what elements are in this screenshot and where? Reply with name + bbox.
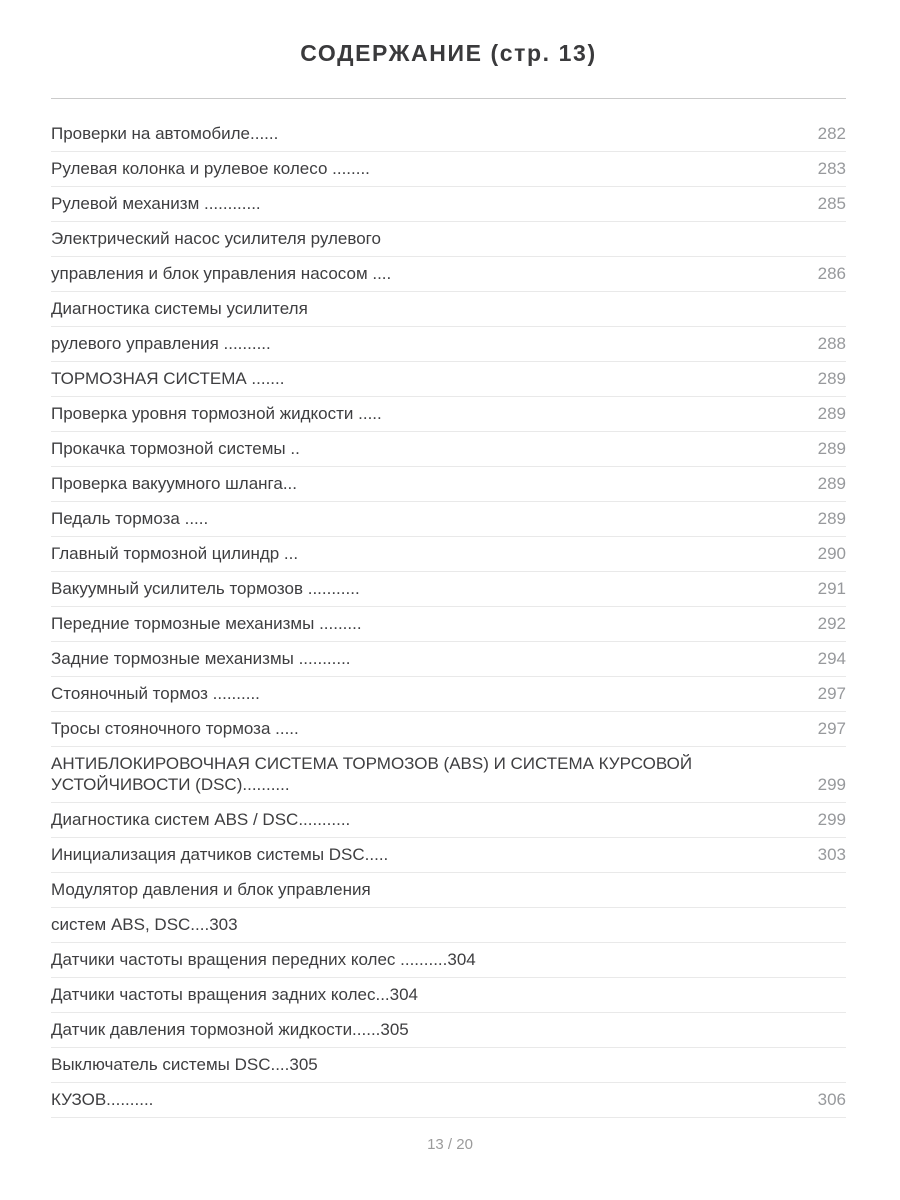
toc-row (51, 362, 846, 397)
toc-entry-page: 289 (817, 474, 846, 493)
toc-row (51, 908, 846, 943)
toc-row (51, 152, 846, 187)
toc-row (51, 1048, 846, 1083)
toc-entry-page: 294 (817, 649, 846, 668)
toc-row (51, 642, 846, 677)
toc-entry-label: Проверка вакуумного шланга... (51, 474, 297, 493)
toc-row (51, 327, 846, 362)
toc-row (51, 943, 846, 978)
toc-entry-page: 289 (817, 369, 846, 388)
toc-entry-label: Вакуумный усилитель тормозов ........... (51, 579, 360, 598)
toc-entry-label: Педаль тормоза ..... (51, 509, 209, 528)
toc-row (51, 747, 846, 803)
toc-entry-label: Модулятор давления и блок управления (51, 880, 371, 899)
toc-entry-page: 282 (817, 124, 846, 143)
toc-row (51, 803, 846, 838)
toc-row (51, 1083, 846, 1118)
toc-entry-label: управления и блок управления насосом .... (51, 264, 392, 283)
toc-row (51, 257, 846, 292)
toc-row (51, 292, 846, 327)
toc-row (51, 537, 846, 572)
toc-entry-label: Выключатель системы DSC....305 (51, 1055, 318, 1074)
toc-row (51, 677, 846, 712)
toc-entry-page: 285 (817, 194, 846, 213)
toc-entry-label: Прокачка тормозной системы .. (51, 439, 300, 458)
toc-entry-label: Рулевой механизм ............ (51, 194, 261, 213)
toc-entry-label: Стояночный тормоз .......... (51, 684, 260, 703)
toc-row (51, 572, 846, 607)
toc-row (51, 432, 846, 467)
toc-entry-page: 289 (817, 439, 846, 458)
toc-row (51, 978, 846, 1013)
toc-row (51, 467, 846, 502)
toc-entry-label: Датчики частоты вращения задних колес...304 (51, 985, 419, 1004)
toc-row (51, 222, 846, 257)
toc-entry-page: 297 (817, 684, 846, 703)
toc-entry-label: ТОРМОЗНАЯ СИСТЕМА ....... (51, 369, 285, 388)
toc-row (51, 1013, 846, 1048)
toc-entry-page: 303 (817, 845, 846, 864)
toc-entry-label: Датчик давления тормозной жидкости......305 (51, 1020, 409, 1039)
toc-row (51, 187, 846, 222)
toc-row (51, 712, 846, 747)
toc-entry-label: КУЗОВ.......... (51, 1090, 154, 1109)
page-indicator: 13 / 20 (427, 1136, 473, 1153)
toc-entry-label: рулевого управления .......... (51, 334, 271, 353)
toc-entry-page: 288 (817, 334, 846, 353)
title-divider (51, 98, 846, 99)
page-title: СОДЕРЖАНИЕ (стр. 13) (300, 40, 597, 66)
toc-entry-label: АНТИБЛОКИРОВОЧНАЯ СИСТЕМА ТОРМОЗОВ (ABS) И СИСТЕМА КУРСОВОЙ УСТОЙЧИВОСТИ (DSC).......... (51, 754, 693, 794)
toc-list (51, 117, 846, 1118)
toc-row (51, 838, 846, 873)
toc-entry-label: Проверка уровня тормозной жидкости ..... (51, 404, 382, 423)
toc-entry-label: Инициализация датчиков системы DSC..... (51, 845, 389, 864)
toc-row (51, 607, 846, 642)
toc-entry-label: систем ABS, DSC....303 (51, 915, 238, 934)
toc-entry-page: 292 (817, 614, 846, 633)
toc-entry-label: Задние тормозные механизмы ........... (51, 649, 351, 668)
toc-entry-page: 299 (817, 775, 846, 794)
toc-row (51, 502, 846, 537)
toc-entry-page: 283 (817, 159, 846, 178)
toc-entry-label: Проверки на автомобиле...... (51, 124, 279, 143)
toc-entry-page: 289 (817, 509, 846, 528)
toc-entry-label: Электрический насос усилителя рулевого (51, 229, 381, 248)
toc-entry-label: Тросы стояночного тормоза ..... (51, 719, 299, 738)
toc-entry-page: 306 (817, 1090, 846, 1109)
toc-row (51, 397, 846, 432)
toc-entry-label: Главный тормозной цилиндр ... (51, 544, 299, 563)
toc-entry-page: 290 (817, 544, 846, 563)
toc-entry-label: Диагностика систем ABS / DSC........... (51, 810, 351, 829)
toc-row (51, 117, 846, 152)
toc-entry-label: Диагностика системы усилителя (51, 299, 308, 318)
toc-entry-page: 291 (817, 579, 846, 598)
toc-entry-page: 299 (817, 810, 846, 829)
toc-entry-label: Рулевая колонка и рулевое колесо ........ (51, 159, 370, 178)
toc-entry-label: Датчики частоты вращения передних колес ..........304 (51, 950, 476, 969)
toc-entry-page: 297 (817, 719, 846, 738)
toc-entry-page: 286 (817, 264, 846, 283)
toc-entry-page: 289 (817, 404, 846, 423)
toc-row (51, 873, 846, 908)
toc-entry-label: Передние тормозные механизмы ......... (51, 614, 362, 633)
